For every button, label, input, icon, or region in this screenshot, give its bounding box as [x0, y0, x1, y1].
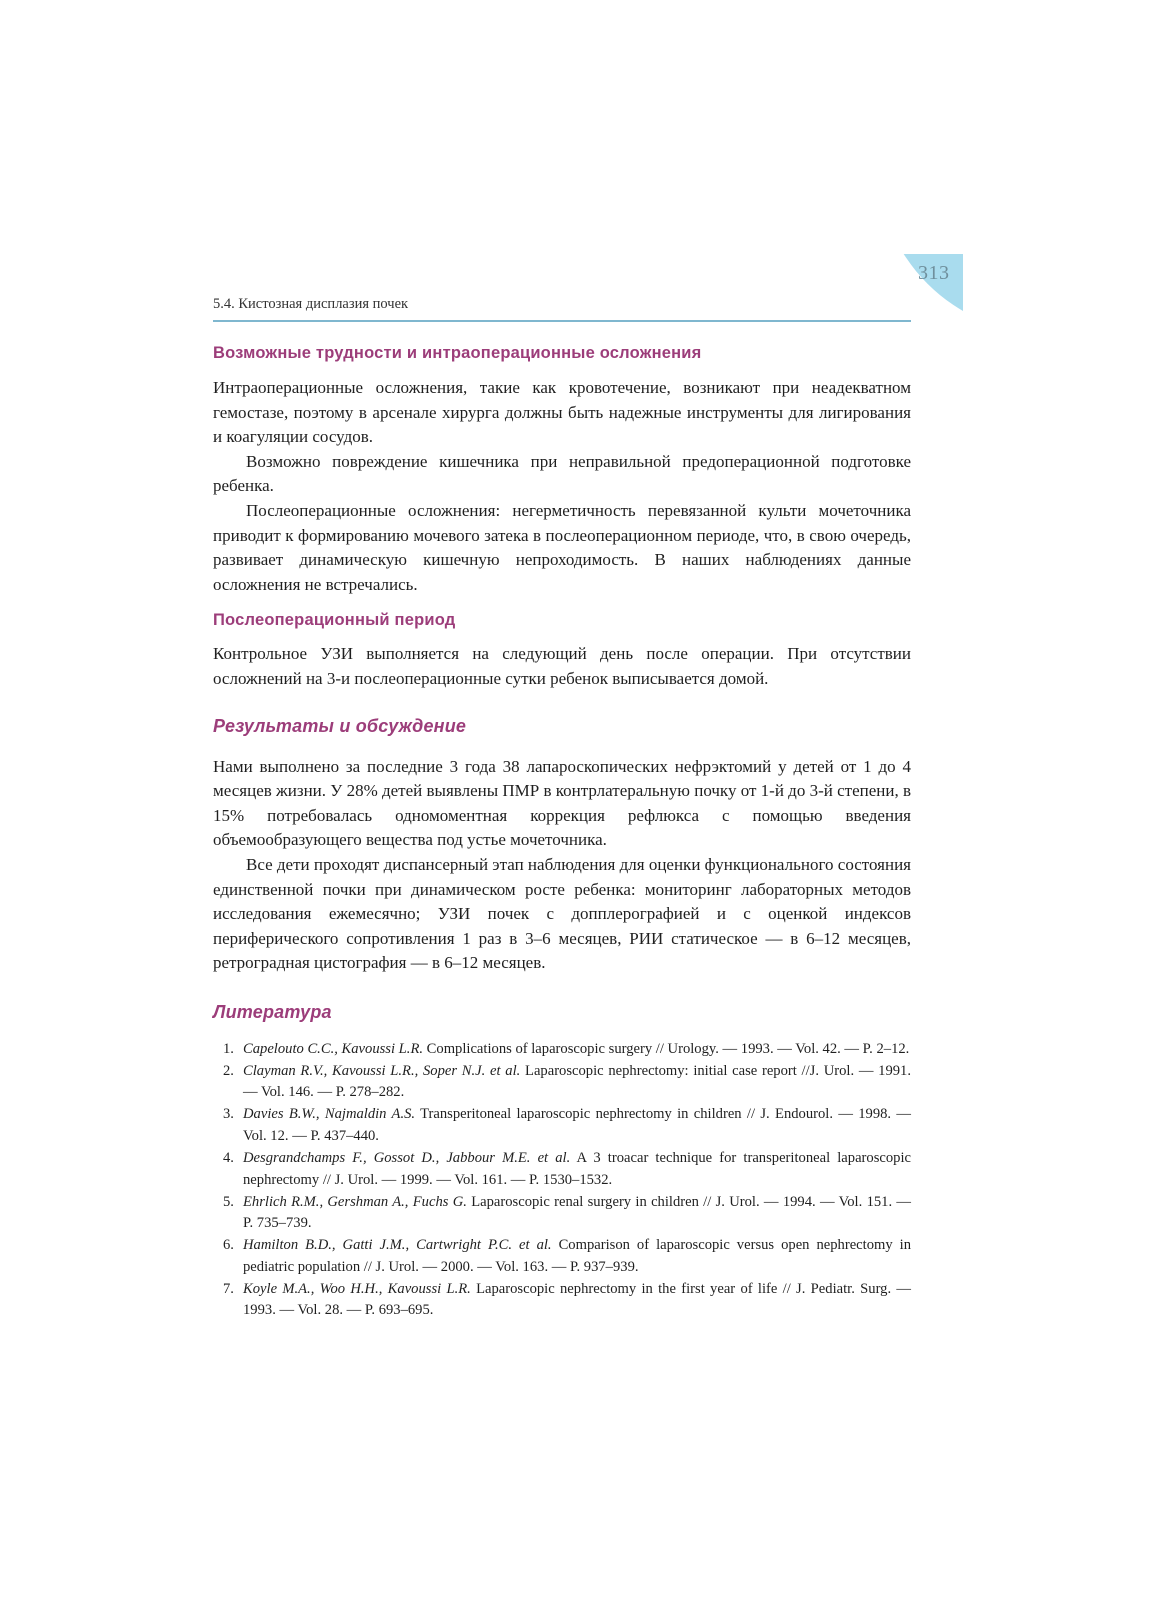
section-literature — [213, 1002, 911, 1322]
section-heading: Результаты и обсуждение — [213, 715, 467, 736]
reference-text: Laparoscopic renal surgery in children // J. Urol. — 1994. — Vol. 151. — P. 735–739. — [243, 1193, 912, 1232]
reference-number: 5. — [223, 1193, 234, 1210]
section-results — [213, 716, 911, 976]
reference-authors: Clayman R.V., Kavoussi L.R., Soper N.J. et al. — [243, 1062, 521, 1079]
reference-item — [213, 1039, 911, 1061]
reference-item — [213, 1279, 911, 1322]
reference-item — [213, 1192, 911, 1235]
reference-authors: Capelouto C.C., Kavoussi L.R. — [243, 1040, 424, 1057]
section-complications — [213, 344, 911, 597]
reference-text: Transperitoneal laparoscopic nephrectomy in children // J. Endourol. — 1998. — Vol. 12. — P. 437–440. — [243, 1106, 911, 1145]
running-head: 5.4. Кистозная дисплазия почек — [213, 296, 409, 312]
reference-authors: Koyle M.A., Woo H.H., Kavoussi L.R. — [243, 1280, 471, 1297]
reference-item — [213, 1061, 911, 1104]
reference-number: 4. — [223, 1150, 234, 1167]
section-heading: Послеоперационный период — [213, 611, 456, 630]
paragraph: Нами выполнено за последние 3 года 38 лапароскопических нефрэктомий у детей от 1 до 4 месяцев жизни. У 28% детей выявлены ПМР в контрлатеральную почку от 1-й до 3-й степени, в 15% потребовалась одномоментная коррекция рефлюкса с помощью введения объемообразующего вещества под устье мочеточника. — [213, 756, 911, 850]
reference-text: A 3 troacar technique for transperitoneal laparoscopic nephrectomy // J. Urol. — 1999. — Vol. 161. — P. 1530–1532. — [243, 1150, 911, 1188]
reference-text: Laparoscopic nephrectomy in the first year of life // J. Pediatr. Surg. — 1993. — Vol. 28. — P. 693–695. — [243, 1280, 911, 1319]
reference-authors: Desgrandchamps F., Gossot D., Jabbour M.E. et al. — [243, 1150, 571, 1167]
reference-text: Complications of laparoscopic surgery // Urology. — 1993. — Vol. 42. — P. 2–12. — [423, 1040, 910, 1057]
reference-number: 7. — [223, 1280, 234, 1297]
reference-number: 3. — [223, 1106, 234, 1123]
reference-authors: Davies B.W., Najmaldin A.S. — [243, 1106, 416, 1123]
reference-list — [213, 1039, 911, 1322]
reference-item — [213, 1104, 911, 1147]
section-postop — [213, 611, 911, 691]
reference-authors: Ehrlich R.M., Gershman A., Fuchs G. — [243, 1193, 467, 1210]
paragraph: Возможно повреждение кишечника при неправильной предоперационной подготовке ребенка. — [213, 451, 911, 496]
paragraph: Интраоперационные осложнения, такие как кровотечение, возникают при неадекватном гемостазе, поэтому в арсенале хирурга должны быть надежные инструменты для лигирования и коагуляции сосудов. — [213, 378, 911, 447]
reference-item — [213, 1235, 911, 1278]
section-heading: Литература — [213, 1001, 332, 1022]
paragraph: Все дети проходят диспансерный этап наблюдения для оценки функционального состояния единственной почки при динамическом росте ребенка: мониторинг лабораторных методов исследования ежемесячно; УЗИ почек с допплерографией и с оценкой индексов периферического сопротивления 1 раз в 3–6 месяцев, РИИ статическое — в 6–12 месяцев, ретроградная цистография — в 6–12 месяцев. — [213, 854, 911, 973]
reference-number: 2. — [223, 1062, 234, 1079]
section-heading: Возможные трудности и интраоперационные осложнения — [213, 344, 702, 362]
reference-item — [213, 1148, 911, 1191]
reference-number: 6. — [223, 1237, 234, 1254]
reference-text: Laparoscopic nephrectomy: initial case report //J. Urol. — 1991. — Vol. 146. — P. 278–282. — [243, 1062, 911, 1101]
page-number: 313 — [918, 262, 950, 284]
header-rule — [213, 320, 911, 322]
reference-authors: Hamilton B.D., Gatti J.M., Cartwright P.C. et al. — [243, 1237, 552, 1254]
reference-text: Comparison of laparoscopic versus open nephrectomy in pediatric population // J. Urol. — 2000. — Vol. 163. — P. 937–939. — [243, 1237, 911, 1275]
reference-number: 1. — [223, 1040, 234, 1057]
page-content — [213, 344, 911, 1322]
paragraph: Послеоперационные осложнения: негерметичность перевязанной культи мочеточника приводит к формированию мочевого затека в послеоперационном периоде, что, в свою очередь, развивает динамическую кишечную непроходимость. В наших наблюдениях данные осложнения не встречались. — [213, 500, 911, 594]
paragraph: Контрольное УЗИ выполняется на следующий день после операции. При отсутствии осложнений на 3-и послеоперационные сутки ребенок выписывается домой. — [213, 644, 911, 688]
